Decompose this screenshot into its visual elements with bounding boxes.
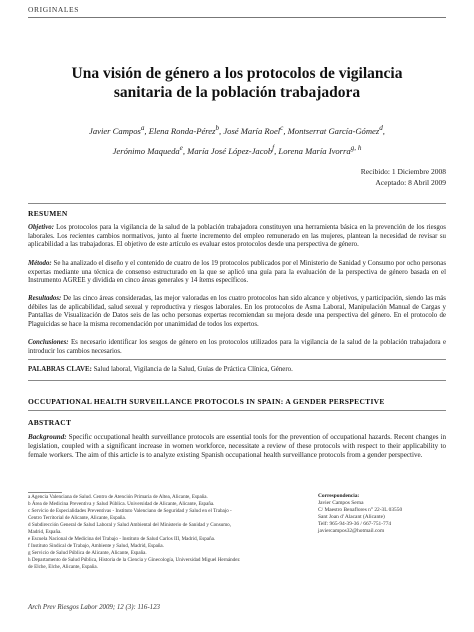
resumen-resultados xyxy=(28,295,446,330)
section-label: ORIGINALES xyxy=(28,5,79,14)
author-affiliation-mark: b xyxy=(215,124,220,132)
affiliation-line: d Subdirección General de Salud Laboral y Salud Ambiental del Ministerio de Sanidad y Consumo, xyxy=(28,521,232,528)
accepted-date: Aceptado: 8 Abril 2009 xyxy=(375,177,446,187)
affiliation-line: f Instituto Sindical de Trabajo, Ambiente y Salud, Madrid, España. xyxy=(28,542,164,549)
affiliation-line: Madrid, España. xyxy=(28,528,62,535)
footnote-divider xyxy=(28,492,62,493)
author-line-2: Jerónimo Maqueda$^e$, María José López-Jacob$^f$, Lorena María Ivorra$^{g, h}$ xyxy=(112,144,362,157)
conclusiones-text: Es necesario identificar los sesgos de género en los protocolos utilizados para la vigilancia de la salud de la población trabajadora e introducir los cambios necesarios. xyxy=(28,339,446,355)
correspondence-line: Telf: 965-94-39-36 / 667-751-774 xyxy=(318,521,392,527)
author-affiliation-mark: d xyxy=(379,124,383,132)
title-line-1: Una visión de género a los protocolos de vigilancia xyxy=(71,65,403,82)
resumen-heading: RESUMEN xyxy=(28,209,68,218)
affiliation-line: Centro Territorial de Alicante, Alicante, España. xyxy=(28,514,126,521)
author-name: José María Roel xyxy=(223,125,281,136)
divider xyxy=(28,203,446,204)
english-title: OCCUPATIONAL HEALTH SURVEILLANCE PROTOCOLS IN SPAIN: A GENDER PERSPECTIVE xyxy=(28,397,385,406)
author-affiliation-mark: c xyxy=(280,124,284,132)
article-dates xyxy=(361,167,446,188)
resumen-objetivo xyxy=(28,224,446,250)
abstract-heading: ABSTRACT xyxy=(28,418,72,427)
author-list xyxy=(28,120,446,161)
affiliation-line: b Área de Medicina Preventiva y Salud Pública. Universidad de Alicante, Alicante, España. xyxy=(28,500,215,507)
journal-citation: Arch Prev Riesgos Labor 2009; 12 (3): 116-123 xyxy=(28,604,160,611)
objetivo-text: Los protocolos para la vigilancia de la salud de la población trabajadora constituyen una herramienta básica en la prevención de los riesgos laborales. Los recientes cambios normativos, junto al fuerte incremento del empleo remunerado en las mujeres, plantean la necesidad de revisar su aplicabilidad a las trabajadoras. El objetivo de este artículo es evaluar estos protocolos desde una perspectiva de género. xyxy=(28,224,446,249)
correspondence-line: Javier Campos Serna xyxy=(318,500,364,506)
author-name: Montserrat García-Gómez xyxy=(287,125,380,136)
resultados-text: De las cinco áreas consideradas, las mejor valoradas en los cuatro protocolos han sido alcance y objetivos, y participación, siendo las más débiles las de aplicabilidad, salud sexual y reproductiva y riesgos laborales. En los protocolos de Asma Laboral, Manipulación Manual de Cargas y Pantallas de Visualización de Datos seis de las ocho personas expertas recomiendan su mejora desde una perspectiva del género. En el protocolo de Plaguicidas se hace la misma recomendación por unanimidad de todos los expertos. xyxy=(28,295,446,329)
objetivo-label: Objetivo: xyxy=(28,224,55,231)
metodo-text: Se ha analizado el diseño y el contenido de cuatro de los 19 protocolos publicados por el Ministerio de Sanidad y Consumo por ocho personas expertas mediante una técnica de consenso estructurado en la que se aplicó una guía para la evaluación de la perspectiva de género basada en el Instrumento AGREE y dividida en cinco áreas generales y 14 ítems específicos. xyxy=(28,260,446,285)
correspondence xyxy=(318,493,448,535)
author-name: Jerónimo Maqueda xyxy=(112,146,180,157)
resumen-conclusiones xyxy=(28,339,446,356)
divider xyxy=(28,410,446,411)
keywords-text: Salud laboral, Vigilancia de la Salud, Guías de Práctica Clínica, Género. xyxy=(91,366,293,373)
author-affiliation-mark: g, h xyxy=(350,144,362,153)
correspondence-line: C/ Maestro Benaflores n° 22-3L 03550 xyxy=(318,507,403,513)
author-affiliation-mark: f xyxy=(272,144,275,153)
resumen-metodo xyxy=(28,260,446,286)
correspondence-line: Sant Joan d' Alacant (Alicante) xyxy=(318,514,385,520)
top-divider xyxy=(28,17,446,18)
resultados-label: Resultados: xyxy=(28,295,62,302)
author-line-1: Javier Campos$^a$, Elena Ronda-Pérez$^b$, José María Roel$^c$, Montserrat García-Gómez$^d$, xyxy=(89,124,385,136)
affiliation-line: c Servicio de Especialidades Preventivas - Instituto Valenciano de Seguridad y Salud en el Trabajo - xyxy=(28,507,232,514)
affiliation-line: g Servicio de Salud Pública de Alicante, Alicante, España. xyxy=(28,549,147,556)
affiliations xyxy=(28,494,300,570)
correspondence-title: Correspondencia: xyxy=(318,493,360,499)
author-name: Lorena María Ivorra xyxy=(278,146,351,157)
author-name: Javier Campos xyxy=(89,125,141,136)
affiliation-line: e Escuela Nacional de Medicina del Trabajo - Instituto de Salud Carlos III, Madrid, España. xyxy=(28,535,216,542)
correspondence-email[interactable]: javiercampos32@hotmail.com xyxy=(318,528,385,534)
abstract-background xyxy=(28,433,446,460)
author-affiliation-mark: e xyxy=(179,144,183,153)
affiliation-line: h Departamento de Salud Pública, Historia de la Ciencia y Ginecología, Universidad Miguel Hernández xyxy=(28,556,240,563)
background-label: Background: xyxy=(28,433,67,441)
title-line-2: sanitaria de la población trabajadora xyxy=(113,83,361,101)
divider xyxy=(28,380,446,381)
keywords xyxy=(28,365,446,374)
divider xyxy=(28,359,446,360)
affiliation-line: de Elche, Elche, Alicante, España. xyxy=(28,563,98,570)
background-text: Specific occupational health surveillance protocols are essential tools for the prevention of occupational hazards. Recent changes in legislation, coupled with a significant increase in women workforce, necessitate a review of these protocols with respect to their applicability to female workers. The aim of this article is to analyze existing Spanish occupational health surveillance protocols from a gender perspective. xyxy=(28,433,446,459)
article-title xyxy=(20,65,454,102)
author-name: María José López-Jacob xyxy=(187,146,273,157)
affiliation-line: a Agencia Valenciana de Salud. Centro de Atención Primaria de Altea, Alicante, España. xyxy=(28,494,208,500)
metodo-label: Método: xyxy=(28,260,52,267)
keywords-label: PALABRAS CLAVE: xyxy=(28,366,92,373)
author-affiliation-mark: a xyxy=(140,124,145,132)
author-name: Elena Ronda-Pérez xyxy=(148,125,216,136)
received-date: Recibido: 1 Diciembre 2008 xyxy=(360,167,446,176)
conclusiones-label: Conclusiones: xyxy=(28,339,69,346)
